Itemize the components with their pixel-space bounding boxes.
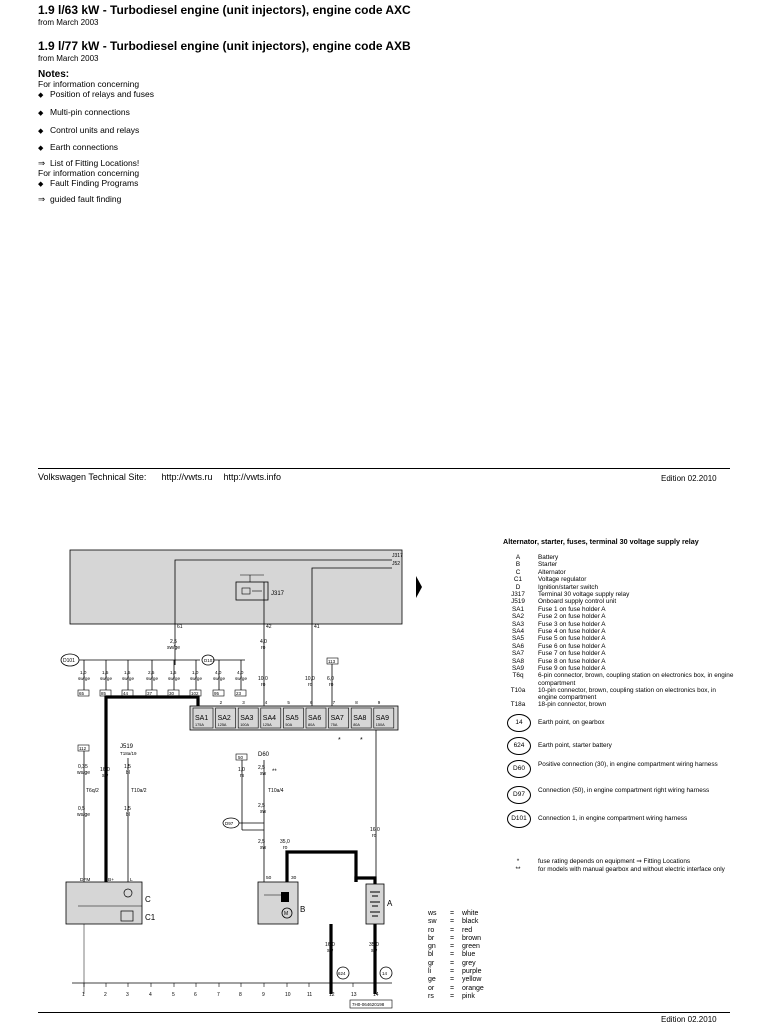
label-j317: J317 <box>271 591 285 597</box>
edition-top: Edition 02.2010 <box>661 474 717 483</box>
svg-text:sw: sw <box>102 773 109 779</box>
fuse-name: SA8 <box>353 715 367 722</box>
d101-node: D101 <box>63 658 75 664</box>
wire-size-label: 4,0 <box>215 670 222 675</box>
earth-14: 14 <box>382 971 388 976</box>
label-battery: A <box>387 899 393 908</box>
wire-color-label: sw/ge <box>190 676 203 681</box>
column-number: 14 <box>373 992 379 998</box>
svg-text:T18a/19: T18a/19 <box>120 751 137 756</box>
fuse-pin-number: 9 <box>377 700 381 705</box>
svg-text:ws/ge: ws/ge <box>77 770 91 776</box>
color-code-entry: rs = pink <box>428 992 475 1000</box>
svg-text:DFM: DFM <box>80 878 91 883</box>
svg-text:0,35: 0,35 <box>78 764 88 770</box>
svg-text:41: 41 <box>314 624 320 630</box>
fuse-rating: 100A <box>240 723 250 727</box>
svg-text:16,0: 16,0 <box>325 942 335 948</box>
svg-text:sw/ge: sw/ge <box>167 645 181 651</box>
label-j52: J52 <box>392 561 401 567</box>
date-axb: from March 2003 <box>38 54 99 63</box>
note-control-link[interactable]: ◆ Control units and relays <box>38 125 140 135</box>
bullet-icon: ◆ <box>38 145 44 152</box>
battery-a <box>366 884 384 924</box>
alternator-c <box>66 882 142 924</box>
edition-bottom: Edition 02.2010 <box>661 1015 717 1024</box>
column-number: 9 <box>262 992 265 998</box>
svg-text:1,5: 1,5 <box>124 806 131 812</box>
color-code-entry: ws = white <box>428 910 479 917</box>
d101-branches <box>78 660 247 696</box>
notes-intro: For information concerning <box>38 79 140 89</box>
earth-point-symbol: D97 <box>507 786 531 804</box>
divider <box>38 468 730 469</box>
column-number: 13 <box>351 992 357 998</box>
starter-b <box>258 882 298 924</box>
fuse-rating: 80A <box>308 723 315 727</box>
earth-point-symbol: D60 <box>507 760 531 778</box>
column-number: 12 <box>329 992 335 998</box>
svg-text:L: L <box>130 878 133 883</box>
bullet-icon: ◆ <box>38 181 44 188</box>
color-code-entry: or = orange <box>428 984 484 992</box>
notes-intro-2: For information concerning <box>38 168 140 178</box>
wiring-diagram <box>0 530 500 1010</box>
svg-text:rs: rs <box>240 773 245 779</box>
fuse-pin-number: 8 <box>355 700 358 705</box>
svg-text:10,0: 10,0 <box>258 676 268 682</box>
earth-point-description: Earth point, on gearbox <box>538 719 605 726</box>
date-axc: from March 2003 <box>38 18 99 27</box>
fuse-name: SA1 <box>195 715 209 722</box>
fuse-pin-number: 7 <box>332 700 336 705</box>
fuse-rating: 75A <box>330 723 338 727</box>
label-d60: D60 <box>258 752 270 758</box>
ref-code: 7H0-064620198 <box>352 1002 385 1007</box>
bullet-icon: ◆ <box>38 110 44 117</box>
svg-text:sw: sw <box>260 845 267 851</box>
title-axb: 1.9 l/77 kW - Turbodiesel engine (unit injectors), engine code AXB <box>38 39 411 53</box>
arrow-right-icon: ⇒ <box>38 194 46 204</box>
fuse-name: SA5 <box>285 715 299 722</box>
fuse-group <box>193 700 394 728</box>
color-code-entry: li = purple <box>428 968 482 976</box>
fuse-pin-number: 6 <box>310 700 313 705</box>
svg-text:M: M <box>284 911 289 917</box>
fuse-rating: 50A <box>285 723 293 727</box>
guided-fault-finding-link[interactable]: ⇒ guided fault finding <box>38 194 122 204</box>
svg-text:0,5: 0,5 <box>78 806 85 812</box>
wire-color-label: sw/ge <box>122 676 135 681</box>
svg-text:1,0: 1,0 <box>238 767 245 773</box>
bullet-icon: ◆ <box>38 92 44 99</box>
wire-size-label: 4,0 <box>237 670 244 675</box>
column-number: 1 <box>82 992 85 998</box>
svg-text:4,0: 4,0 <box>260 639 267 645</box>
label-j519: J519 <box>120 744 134 750</box>
diagram-title: Alternator, starter, fuses, terminal 30 voltage supply relay <box>503 538 699 546</box>
svg-text:T10a/4: T10a/4 <box>268 788 284 794</box>
svg-text:B+: B+ <box>108 878 115 883</box>
svg-text:ro: ro <box>261 645 266 651</box>
column-number: 5 <box>172 992 175 998</box>
svg-text:bl: bl <box>126 812 130 818</box>
column-number: 10 <box>285 992 291 998</box>
wire-size-label: 1,5 <box>170 670 177 675</box>
wire-size-label: 1,0 <box>192 670 199 675</box>
fuse-name: SA7 <box>330 715 344 722</box>
svg-text:T6q/2: T6q/2 <box>86 788 99 794</box>
fuse-name: SA3 <box>240 715 254 722</box>
fuse-pin-number: 2 <box>219 700 223 705</box>
svg-text:2,5: 2,5 <box>258 839 265 845</box>
svg-text:ro: ro <box>329 682 334 688</box>
column-number: 2 <box>104 992 107 998</box>
label-starter: B <box>300 905 306 914</box>
fuse-name: SA2 <box>217 715 231 722</box>
wire-color-label: sw/ge <box>78 676 91 681</box>
wire-size-label: 1,5 <box>102 670 109 675</box>
connector-number: 85 <box>101 691 107 696</box>
color-code-entry: ro = red <box>428 926 473 934</box>
fuse-pin-number: 4 <box>264 700 268 705</box>
divider <box>38 1012 730 1013</box>
connector-number: 44 <box>123 691 129 696</box>
color-code-entry: ge = yellow <box>428 976 482 984</box>
wire-color-label: sw/ge <box>235 676 248 681</box>
fuse-pin-number: 5 <box>287 700 290 705</box>
svg-text:2,5: 2,5 <box>258 765 265 771</box>
column-number: 6 <box>194 992 197 998</box>
earth-point-symbol: 624 <box>507 737 531 755</box>
svg-text:30: 30 <box>291 876 297 881</box>
wire-color-label: sw/ge <box>168 676 181 681</box>
fuse-name: SA6 <box>308 715 322 722</box>
column-number: 4 <box>149 992 152 998</box>
svg-text:sw: sw <box>327 948 334 954</box>
earth-point-description: Positive connection (30), in engine compartment wiring harness <box>538 761 718 768</box>
svg-text:35,0: 35,0 <box>280 839 290 845</box>
earth-point-description: Connection (50), in engine compartment right wiring harness <box>538 787 710 794</box>
connector-number: 30 <box>169 691 175 696</box>
svg-text:D101: D101 <box>204 658 215 663</box>
starter-solenoid-icon <box>281 892 289 902</box>
svg-text:61: 61 <box>177 624 183 630</box>
svg-text:42: 42 <box>266 624 272 630</box>
notes-heading: Notes: <box>38 69 70 80</box>
note-relays-link[interactable]: ◆ Position of relays and fuses <box>38 89 154 99</box>
label-j317-top: J317 <box>392 553 403 559</box>
wire-color-label: sw/ge <box>146 676 159 681</box>
fuse-rating: 150A <box>375 723 385 727</box>
connector-number: 102 <box>191 691 199 696</box>
svg-text:**: ** <box>272 769 277 775</box>
note-fault-link[interactable]: ◆ Fault Finding Programs <box>38 178 139 188</box>
connector-number: 23 <box>236 691 242 696</box>
svg-text:*: * <box>338 737 341 744</box>
svg-text:2,5: 2,5 <box>170 639 177 645</box>
color-code-entry: sw = black <box>428 918 479 926</box>
title-axc: 1.9 l/63 kW - Turbodiesel engine (unit injectors), engine code AXC <box>38 3 411 17</box>
color-codes <box>428 910 484 1001</box>
fitting-locations-link[interactable]: ⇒ List of Fitting Locations! <box>38 158 140 168</box>
svg-text:113: 113 <box>328 659 336 664</box>
svg-text:sw: sw <box>260 809 267 815</box>
column-numbers <box>82 983 379 998</box>
wire-color-label: sw/ge <box>213 676 226 681</box>
fuse-rating: 175A <box>195 723 204 727</box>
svg-text:35,0: 35,0 <box>369 942 379 948</box>
note-earth-link[interactable]: ◆ Earth connections <box>38 142 119 152</box>
earth-point-description: Connection 1, in engine compartment wiring harness <box>538 815 688 822</box>
svg-text:sw: sw <box>371 948 378 954</box>
site-footer: Volkswagen Technical Site: http://vwts.ru http://vwts.info <box>38 472 282 482</box>
bullet-icon: ◆ <box>38 128 44 135</box>
svg-text:ro: ro <box>308 682 313 688</box>
svg-text:ro: ro <box>372 833 377 839</box>
page-next-arrow-icon <box>416 576 422 598</box>
svg-text:1,5: 1,5 <box>124 764 131 770</box>
fuse-pin-number: 3 <box>242 700 245 705</box>
earth-624: 624 <box>338 971 346 976</box>
connector-number: 37 <box>147 691 153 696</box>
column-number: 8 <box>239 992 242 998</box>
label-alternator: C <box>145 895 151 904</box>
d97-node: D97 <box>225 821 234 826</box>
svg-text:ro: ro <box>283 845 288 851</box>
fuse-name: SA4 <box>262 715 277 722</box>
svg-text:50: 50 <box>266 876 272 881</box>
svg-text:ro: ro <box>261 682 266 688</box>
note-multipin-link[interactable]: ◆ Multi-pin connections <box>38 107 130 117</box>
wire-color-label: sw/ge <box>100 676 113 681</box>
earth-point-symbol: 14 <box>507 714 531 732</box>
svg-text:2,5: 2,5 <box>258 803 265 809</box>
url-link-2[interactable]: http://vwts.info <box>223 472 282 482</box>
svg-text:16,0: 16,0 <box>370 827 380 833</box>
connector-number: 95 <box>214 691 220 696</box>
fuse-rating: 80A <box>353 723 360 727</box>
svg-text:*: * <box>360 737 363 744</box>
wire-size-label: 1,0 <box>80 670 87 675</box>
wire-size-label: 2,5 <box>148 670 155 675</box>
color-code-entry: br = brown <box>428 934 482 942</box>
fuse-rating: 125A <box>217 723 227 727</box>
connector-number: 65 <box>79 691 85 696</box>
fuse-rating: 125A <box>262 723 272 727</box>
color-code-entry: gn = green <box>428 943 480 951</box>
color-code-entry: bl = blue <box>428 951 476 959</box>
column-number: 7 <box>217 992 220 998</box>
label-regulator: C1 <box>145 913 156 922</box>
earth-point-symbol: D101 <box>507 810 531 828</box>
svg-text:6,0: 6,0 <box>327 676 334 682</box>
fuse-name: SA9 <box>375 715 390 722</box>
svg-text:bl: bl <box>126 770 130 776</box>
wire-size-label: 1,5 <box>124 670 131 675</box>
column-number: 11 <box>307 992 313 998</box>
svg-text:112: 112 <box>79 746 87 751</box>
column-number: 3 <box>126 992 129 998</box>
fuse-pin-number: 1 <box>197 700 200 705</box>
svg-text:10,0: 10,0 <box>305 676 315 682</box>
svg-text:50: 50 <box>238 755 244 760</box>
earth-point-description: Earth point, starter battery <box>538 742 612 749</box>
arrow-right-icon: ⇒ <box>38 158 46 168</box>
url-link-1[interactable]: http://vwts.ru <box>161 472 213 482</box>
svg-text:ws/ge: ws/ge <box>77 812 91 818</box>
svg-text:sw: sw <box>260 771 267 777</box>
svg-text:16,0: 16,0 <box>100 767 110 773</box>
svg-text:T10a/2: T10a/2 <box>131 788 147 794</box>
color-code-entry: gr = grey <box>428 959 476 967</box>
